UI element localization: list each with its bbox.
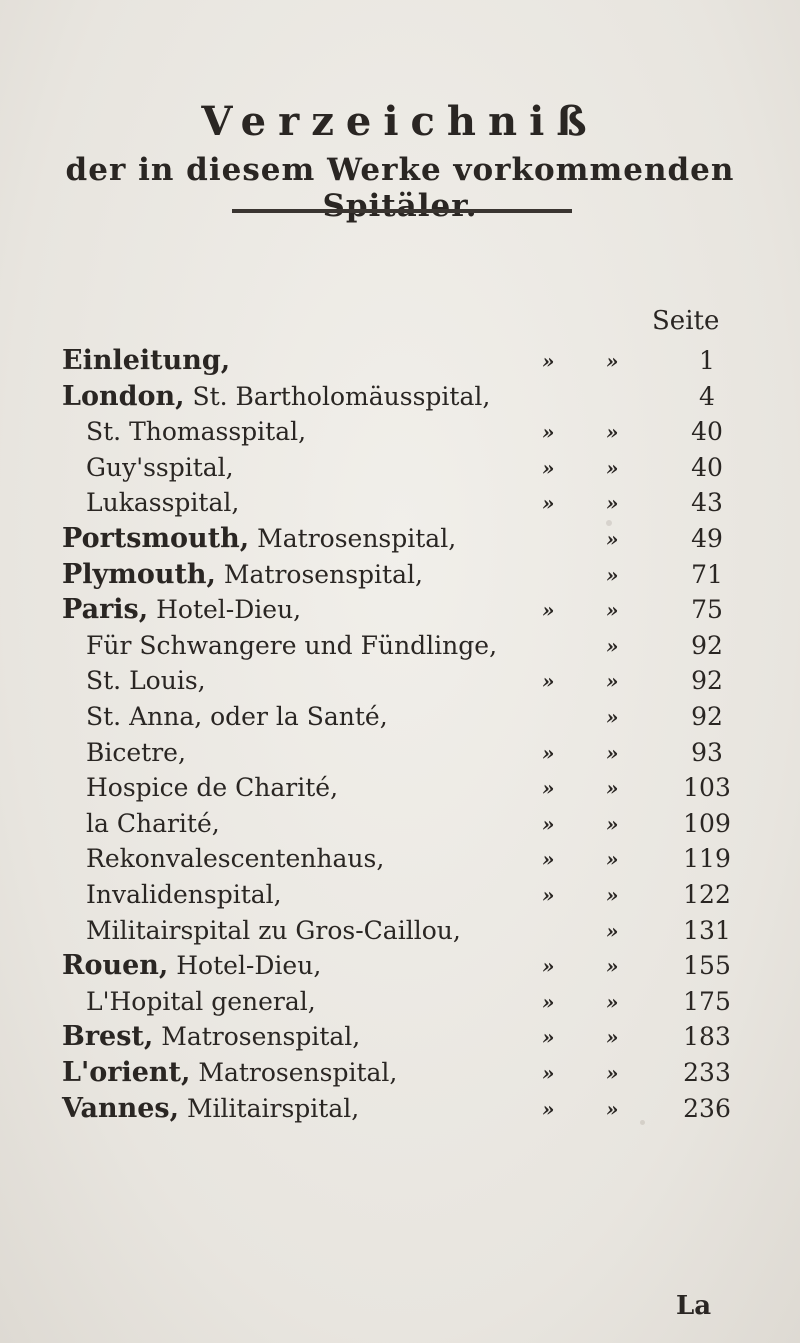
toc-entry-place: Plymouth, (62, 558, 216, 590)
leader-mark: » (606, 598, 619, 623)
leader-mark: » (542, 811, 555, 836)
toc-row (0, 557, 800, 593)
toc-row (0, 663, 800, 699)
toc-entry-name: Matrosenspital, (215, 559, 423, 589)
leader-mark: » (606, 349, 619, 373)
toc-page-number: 40 (691, 417, 723, 447)
toc-entry-name: Militairspital zu Gros-Caillou, (86, 915, 461, 945)
toc-row (0, 485, 800, 521)
toc-page-number: 233 (683, 1058, 731, 1087)
toc-page-number: 92 (691, 630, 723, 660)
leader-mark: » (542, 420, 555, 445)
toc-page-number: 71 (691, 559, 723, 589)
toc-entry-name: Matrosenspital, (190, 1058, 398, 1087)
toc-entry-title (62, 343, 230, 379)
toc-entry-title (86, 806, 220, 842)
leader-mark: » (542, 669, 555, 694)
toc-entry-title (86, 450, 234, 486)
toc-entry-name: Lukasspital, (86, 488, 240, 518)
toc-row (0, 628, 800, 664)
toc-entry-place: London, (62, 380, 185, 412)
leader-mark: » (606, 633, 619, 658)
leader-mark: » (542, 989, 555, 1014)
leader-mark: » (606, 740, 619, 765)
toc-page-number: 183 (683, 1022, 731, 1052)
toc-entry-title (86, 735, 186, 771)
toc-entry-title (86, 414, 306, 450)
toc-row (0, 592, 800, 628)
leader-mark: » (542, 1096, 555, 1121)
toc-row (0, 806, 800, 842)
leader-mark: » (606, 776, 619, 801)
toc-row (0, 521, 800, 557)
toc-entry-name: St. Thomasspital, (86, 417, 307, 447)
toc-row (0, 1091, 800, 1127)
toc-entry-name: la Charité, (86, 808, 220, 838)
toc-entry-title (62, 557, 423, 593)
toc-row (0, 841, 800, 877)
toc-page-number: 155 (683, 951, 731, 981)
toc-page-number: 103 (683, 773, 731, 803)
catchword: La (676, 1291, 712, 1321)
toc-row (0, 735, 800, 771)
leader-mark: » (606, 562, 619, 587)
toc-page-number: 131 (683, 915, 731, 945)
toc-row (0, 877, 800, 913)
toc-entry-place: Brest, (62, 1021, 154, 1053)
leader-mark: » (606, 954, 619, 979)
toc-entry-name: Für Schwangere und Fündlinge, (86, 630, 498, 660)
toc-entry-title (86, 913, 461, 949)
toc-entry-place: Einleitung, (62, 345, 231, 376)
leader-mark: » (542, 455, 555, 480)
toc-entry-name: Hotel-Dieu, (148, 595, 302, 625)
toc-entry-name: St. Bartholomäusspital, (184, 381, 491, 411)
leader-mark: » (606, 811, 619, 836)
toc-entry-title (86, 628, 497, 664)
leader-mark: » (606, 989, 619, 1014)
leader-mark: » (606, 1061, 619, 1085)
toc-entry-name: St. Louis, (86, 666, 206, 696)
leader-mark: » (606, 527, 619, 551)
toc-entry-place: Vannes, (62, 1092, 180, 1124)
toc-page-number: 4 (699, 381, 715, 411)
toc-row (0, 984, 800, 1020)
leader-mark: » (542, 776, 555, 801)
toc-row (0, 948, 800, 984)
toc-entry-name: Hotel-Dieu, (168, 951, 322, 981)
toc-page-number: 92 (691, 666, 723, 696)
toc-row (0, 1055, 800, 1091)
toc-entry-name: Matrosenspital, (249, 524, 457, 553)
toc-page-number: 93 (691, 737, 723, 767)
toc-entry-name: Rekonvalescentenhaus, (86, 844, 385, 874)
toc-row (0, 450, 800, 486)
toc-entry-title (86, 699, 388, 735)
leader-mark: » (606, 669, 619, 694)
toc-entry-title (62, 592, 301, 628)
toc-entry-title (86, 984, 316, 1020)
toc-row (0, 343, 800, 379)
page-title: Verzeichniß (201, 98, 599, 145)
toc-entry-title (86, 485, 239, 521)
toc-page-number: 49 (691, 524, 723, 553)
toc-row (0, 699, 800, 735)
toc-row (0, 1019, 800, 1055)
leader-mark: » (606, 847, 619, 872)
leader-mark: » (606, 883, 619, 907)
toc-page-number: 119 (683, 844, 731, 874)
toc-entry-place: Portsmouth, (62, 523, 250, 554)
toc-entry-name: Hospice de Charité, (86, 773, 339, 803)
leader-mark: » (542, 491, 555, 516)
toc-page-number: 236 (683, 1093, 731, 1123)
leader-mark: » (542, 847, 555, 872)
toc-entry-title (62, 379, 490, 415)
toc-page-number: 75 (691, 595, 723, 625)
toc-entry-title (86, 663, 206, 699)
toc-entry-title (62, 1055, 397, 1091)
toc-entry-title (62, 1091, 359, 1127)
toc-entry-place: Paris, (62, 594, 149, 626)
toc-entry-place: L'orient, (62, 1057, 191, 1088)
toc-page-number: 40 (691, 452, 723, 482)
toc-entry-name: L'Hopital general, (86, 986, 316, 1016)
toc-entry-name: Invalidenspital, (86, 880, 282, 909)
leader-mark: » (542, 883, 555, 907)
toc-row (0, 913, 800, 949)
toc-row (0, 414, 800, 450)
toc-entry-name: Bicetre, (86, 737, 186, 767)
toc-entry-name: Militairspital, (179, 1093, 360, 1123)
leader-mark: » (542, 740, 555, 765)
toc-page-number: 92 (691, 702, 723, 731)
toc-entry-name: Matrosenspital, (153, 1022, 361, 1052)
toc-entry-place: Rouen, (62, 950, 169, 982)
toc-entry-title (86, 841, 384, 877)
toc-row (0, 770, 800, 806)
leader-mark: » (606, 1025, 619, 1050)
toc-row (0, 379, 800, 415)
page-subtitle: der in diesem Werke vorkommenden Spitäler. (65, 152, 735, 224)
toc-page-number: 43 (691, 488, 723, 518)
leader-mark: » (542, 349, 555, 373)
toc-page-number: 175 (683, 986, 731, 1016)
leader-mark: » (606, 705, 619, 729)
leader-mark: » (606, 420, 619, 445)
leader-mark: » (542, 598, 555, 623)
title-rule (232, 209, 572, 213)
toc-entry-title (86, 770, 338, 806)
toc-entry-name: Guy'sspital, (86, 452, 234, 482)
leader-mark: » (542, 1061, 555, 1085)
toc-page-number: 109 (683, 808, 731, 838)
leader-mark: » (606, 455, 619, 480)
page-column-label: Seite (652, 306, 720, 336)
toc-entry-title (62, 1019, 360, 1055)
toc-entry-name: St. Anna, oder la Santé, (86, 702, 388, 731)
toc-entry-title (62, 948, 321, 984)
toc-page-number: 1 (699, 346, 715, 375)
toc-page-number: 122 (683, 880, 731, 909)
leader-mark: » (542, 954, 555, 979)
leader-mark: » (606, 491, 619, 516)
leader-mark: » (606, 918, 619, 943)
leader-mark: » (542, 1025, 555, 1050)
leader-mark: » (606, 1096, 619, 1121)
toc-entry-title (86, 877, 282, 913)
toc-entry-title (62, 521, 456, 557)
